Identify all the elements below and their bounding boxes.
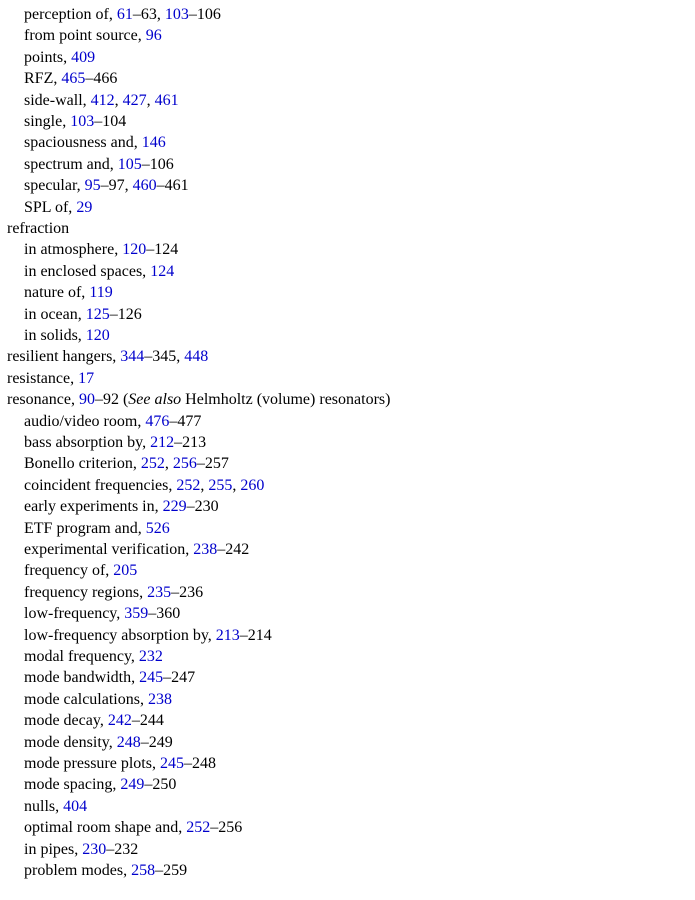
- entry-text: mode bandwidth,: [24, 669, 140, 687]
- index-subentry: [24, 91, 179, 111]
- page-ref-link[interactable]: 404: [63, 797, 88, 815]
- page-ref-link[interactable]: 120: [122, 241, 147, 259]
- entry-text: –248: [183, 755, 216, 772]
- entry-text: –466: [85, 70, 118, 88]
- page-ref-link[interactable]: 238: [193, 541, 218, 558]
- entry-text: experimental verification,: [24, 541, 194, 558]
- entry-text: problem modes,: [24, 862, 132, 879]
- index-subentry: [24, 133, 166, 153]
- page-ref-link[interactable]: 448: [184, 348, 209, 366]
- page-ref-link[interactable]: 252: [140, 455, 165, 473]
- index-entry: [7, 390, 390, 410]
- page-ref-link[interactable]: 476: [145, 412, 170, 430]
- entry-text: in atmosphere,: [24, 241, 123, 259]
- page-ref-link[interactable]: 460: [132, 177, 157, 195]
- index-subentry: [24, 604, 180, 624]
- entry-text: nulls,: [24, 797, 64, 815]
- index-subentry: [24, 326, 110, 346]
- index-subentry: [24, 583, 203, 603]
- entry-text: specular,: [24, 177, 85, 195]
- entry-text: ETF program and,: [24, 519, 146, 537]
- index-subentry: [24, 454, 229, 474]
- entry-text: –256: [210, 819, 243, 837]
- page-ref-link[interactable]: 260: [240, 476, 265, 494]
- page-ref-link[interactable]: 258: [131, 862, 156, 879]
- entry-text: spaciousness and,: [24, 134, 142, 152]
- index-subentry: [24, 647, 163, 667]
- entry-text: –230: [186, 498, 219, 516]
- page-ref-link[interactable]: 255: [208, 476, 233, 494]
- entry-text: side-wall,: [24, 91, 91, 109]
- entry-text: early experiments in,: [24, 498, 163, 516]
- entry-text: –242: [217, 541, 250, 558]
- entry-text: ,: [164, 455, 173, 473]
- index-subentry: [24, 668, 195, 688]
- index-subentry: [24, 112, 126, 132]
- entry-text: resistance,: [7, 369, 79, 387]
- page-ref-link[interactable]: 103: [164, 6, 189, 23]
- page-ref-link[interactable]: 105: [117, 155, 142, 173]
- page-ref-link[interactable]: 245: [139, 669, 164, 687]
- page-ref-link[interactable]: 249: [120, 776, 145, 794]
- index-subentry: [24, 840, 138, 860]
- entry-text: mode density,: [24, 733, 117, 751]
- index-subentry: [24, 861, 187, 881]
- entry-text: –104: [94, 113, 127, 130]
- entry-text: –477: [169, 412, 202, 430]
- index-entry: [7, 347, 208, 367]
- entry-text: ,: [232, 476, 241, 494]
- page-ref-link[interactable]: 242: [107, 712, 132, 730]
- page-ref-link[interactable]: 344: [120, 348, 145, 366]
- index-subentry: [24, 540, 249, 560]
- entry-text: low-frequency,: [24, 605, 125, 623]
- see-also-label: See also: [128, 391, 182, 409]
- page-ref-link[interactable]: 229: [162, 498, 187, 516]
- entry-text: single,: [24, 113, 71, 130]
- entry-text: –124: [146, 241, 179, 259]
- entry-text: –250: [144, 776, 177, 794]
- entry-text: points,: [24, 48, 72, 66]
- entry-text: –247: [163, 669, 196, 687]
- page-ref-link[interactable]: 232: [138, 648, 163, 665]
- entry-text: bass absorption by,: [24, 434, 151, 451]
- page-ref-link[interactable]: 412: [90, 91, 115, 109]
- index-subentry: [24, 797, 87, 817]
- index-subentry: [24, 711, 164, 731]
- page-ref-link[interactable]: 124: [150, 262, 175, 280]
- entry-text: –106: [188, 6, 221, 23]
- entry-text: –249: [140, 733, 173, 751]
- index-subentry: [24, 48, 95, 68]
- entry-text: Helmholtz (volume) resonators): [181, 391, 391, 409]
- page-ref-link[interactable]: 205: [113, 562, 138, 580]
- index-entry: [7, 219, 69, 239]
- index-subentry: [24, 69, 117, 89]
- page-ref-link[interactable]: 252: [186, 819, 211, 837]
- index-subentry: [24, 155, 174, 175]
- entry-text: –461: [156, 177, 189, 195]
- entry-text: audio/video room,: [24, 412, 146, 430]
- entry-text: –345,: [144, 348, 185, 366]
- index-subentry: [24, 818, 242, 838]
- index-subentry: [24, 283, 113, 303]
- index-subentry: [24, 412, 201, 432]
- entry-text: –106: [141, 155, 174, 173]
- page-ref-link[interactable]: 90: [78, 391, 95, 409]
- index-subentry: [24, 497, 219, 517]
- page-ref-link[interactable]: 248: [116, 733, 141, 751]
- entry-text: in pipes,: [24, 840, 83, 858]
- index-subentry: [24, 519, 170, 539]
- page-ref-link[interactable]: 119: [89, 284, 113, 302]
- entry-text: nature of,: [24, 284, 90, 302]
- entry-text: refraction: [7, 220, 70, 237]
- page-ref-link[interactable]: 103: [70, 113, 95, 130]
- page-ref-link[interactable]: 461: [154, 91, 179, 109]
- entry-text: resonance,: [7, 391, 79, 409]
- entry-text: –92 (: [94, 391, 129, 409]
- index-subentry: [24, 176, 189, 196]
- page-ref-link[interactable]: 235: [147, 583, 172, 601]
- page-ref-link[interactable]: 61: [116, 6, 133, 23]
- index-subentry: [24, 26, 162, 46]
- index-entry: [7, 369, 94, 389]
- entry-text: –232: [106, 840, 139, 858]
- index-subentry: [24, 433, 206, 453]
- index-subentry: [24, 198, 92, 218]
- page-ref-link[interactable]: 359: [124, 605, 149, 623]
- entry-text: resilient hangers,: [7, 348, 121, 366]
- entry-text: mode calculations,: [24, 690, 148, 708]
- entry-text: in solids,: [24, 327, 86, 344]
- entry-text: –257: [196, 455, 229, 473]
- entry-text: mode spacing,: [24, 776, 121, 794]
- entry-text: –63,: [132, 6, 165, 23]
- index-subentry: [24, 775, 176, 795]
- index-subentry: [24, 561, 137, 581]
- page-ref-link[interactable]: 245: [159, 755, 184, 772]
- entry-text: –360: [148, 605, 181, 623]
- page-ref-link[interactable]: 238: [147, 690, 172, 708]
- page-ref-link[interactable]: 409: [71, 48, 96, 66]
- entry-text: mode pressure plots,: [24, 755, 160, 772]
- entry-text: –97,: [100, 177, 133, 195]
- index-subentry: [24, 690, 172, 710]
- page-ref-link[interactable]: 29: [76, 198, 93, 216]
- page-ref-link[interactable]: 465: [61, 70, 86, 88]
- entry-text: ,: [114, 91, 123, 109]
- entry-text: in ocean,: [24, 305, 86, 323]
- index-subentry: [24, 626, 272, 646]
- entry-text: optimal room shape and,: [24, 819, 187, 837]
- index-subentry: [24, 240, 178, 260]
- entry-text: coincident frequencies,: [24, 476, 177, 494]
- page-ref-link[interactable]: 252: [176, 476, 201, 494]
- entry-text: mode decay,: [24, 712, 108, 730]
- entry-text: frequency of,: [24, 562, 114, 580]
- page-ref-link[interactable]: 256: [172, 455, 197, 473]
- page-ref-link[interactable]: 120: [85, 327, 110, 344]
- page-ref-link[interactable]: 146: [141, 134, 166, 152]
- page-ref-link[interactable]: 427: [122, 91, 147, 109]
- entry-text: –213: [174, 434, 207, 451]
- page-ref-link[interactable]: 212: [150, 434, 175, 451]
- entry-text: SPL of,: [24, 198, 77, 216]
- entry-text: –214: [239, 626, 272, 644]
- index-subentry: [24, 754, 216, 774]
- entry-text: ,: [200, 476, 209, 494]
- entry-text: RFZ,: [24, 70, 62, 88]
- entry-text: –244: [131, 712, 164, 730]
- entry-text: ,: [146, 91, 155, 109]
- page-ref-link[interactable]: 96: [145, 27, 162, 45]
- index-subentry: [24, 476, 264, 496]
- page-ref-link[interactable]: 526: [145, 519, 170, 537]
- entry-text: Bonello criterion,: [24, 455, 141, 473]
- entry-text: frequency regions,: [24, 583, 148, 601]
- entry-text: perception of,: [24, 6, 117, 23]
- index-subentry: [24, 262, 174, 282]
- index-subentry: [24, 305, 142, 325]
- index-subentry: [24, 5, 221, 25]
- entry-text: –236: [171, 583, 204, 601]
- page-ref-link[interactable]: 230: [82, 840, 107, 858]
- page-ref-link[interactable]: 213: [215, 626, 240, 644]
- entry-text: –126: [109, 305, 142, 323]
- page-ref-link[interactable]: 95: [84, 177, 101, 195]
- entry-text: from point source,: [24, 27, 146, 45]
- page-ref-link[interactable]: 125: [85, 305, 110, 323]
- entry-text: spectrum and,: [24, 155, 118, 173]
- entry-text: in enclosed spaces,: [24, 262, 151, 280]
- entry-text: low-frequency absorption by,: [24, 626, 216, 644]
- entry-text: –259: [155, 862, 188, 879]
- page-ref-link[interactable]: 17: [78, 369, 95, 387]
- entry-text: modal frequency,: [24, 648, 139, 665]
- index-subentry: [24, 733, 173, 753]
